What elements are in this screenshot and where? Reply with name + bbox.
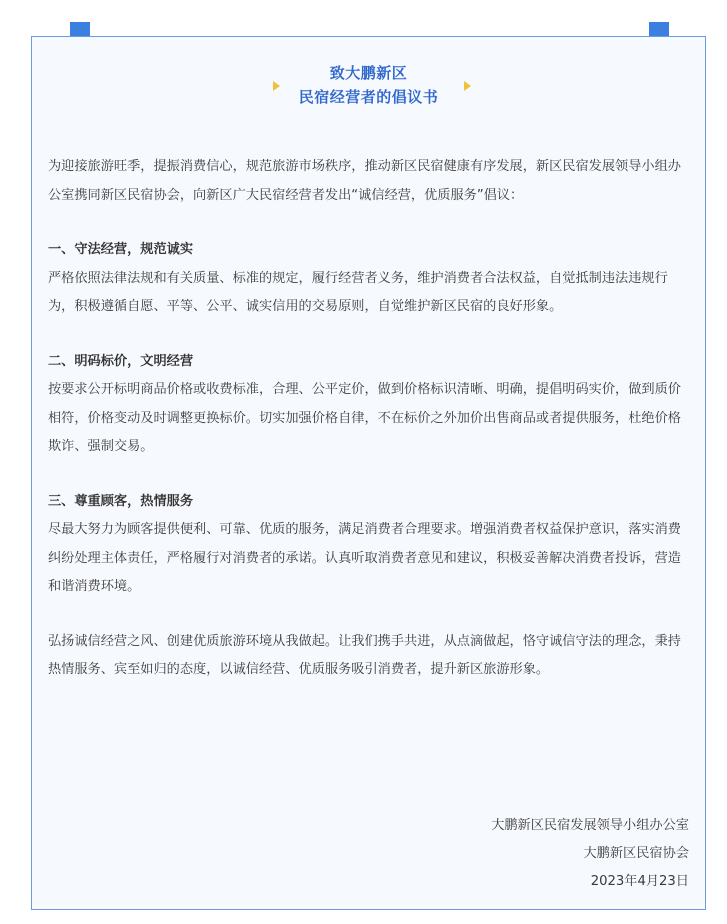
signature-org-2: 大鹏新区民宿协会 [583, 846, 689, 861]
signature-org-1: 大鹏新区民宿发展领导小组办公室 [491, 818, 689, 833]
section-1 [48, 236, 693, 322]
document-body [48, 153, 693, 685]
signature-block [491, 812, 689, 896]
frame-tab-left [70, 22, 90, 37]
title-line-2: 民宿经营者的倡议书 [298, 88, 439, 106]
section-3 [48, 488, 693, 602]
section-heading: 三、尊重顾客，热情服务 [48, 493, 194, 509]
title-line-1: 致大鹏新区 [329, 64, 408, 82]
section-body: 按要求公开标明商品价格或收费标准，合理、公平定价，做到价格标识清晰、明确，提倡明码实价，做到质价相符，价格变动及时调整更换标价。切实加强价格自律，不在标价之外加价出售商品或者提供服务，杜绝价格欺诈、强制交易。 [48, 382, 681, 454]
frame-tab-right [649, 22, 669, 37]
section-body: 严格依照法律法规和有关质量、标准的规定，履行经营者义务，维护消费者合法权益，自觉抵制违法违规行为，积极遵循自愿、平等、公平、诚实信用的交易原则，自觉维护新区民宿的良好形象。 [48, 270, 668, 314]
closing-paragraph: 弘扬诚信经营之风、创建优质旅游环境从我做起。让我们携手共进，从点滴做起，恪守诚信守法的理念，秉持热情服务、宾至如归的态度，以诚信经营、优质服务吸引消费者，提升新区旅游形象。 [48, 633, 681, 677]
document-frame [31, 36, 706, 910]
signature-date: 2023年4月23日 [590, 874, 689, 889]
section-2 [48, 348, 693, 462]
section-heading: 一、守法经营，规范诚实 [48, 242, 194, 257]
document-title [32, 61, 705, 109]
section-body: 尽最大努力为顾客提供便利、可靠、优质的服务，满足消费者合理要求。增强消费者权益保护意识，落实消费纠纷处理主体责任，严格履行对消费者的承诺。认真听取消费者意见和建议，积极妥善解决消费者投诉，营造和谐消费环境。 [48, 522, 681, 594]
section-heading: 二、明码标价，文明经营 [48, 353, 194, 369]
intro-paragraph: 为迎接旅游旺季，提振消费信心，规范旅游市场秩序，推动新区民宿健康有序发展，新区民宿发展领导小组办公室携同新区民宿协会，向新区广大民宿经营者发出“诚信经营，优质服务”倡议： [48, 159, 681, 203]
